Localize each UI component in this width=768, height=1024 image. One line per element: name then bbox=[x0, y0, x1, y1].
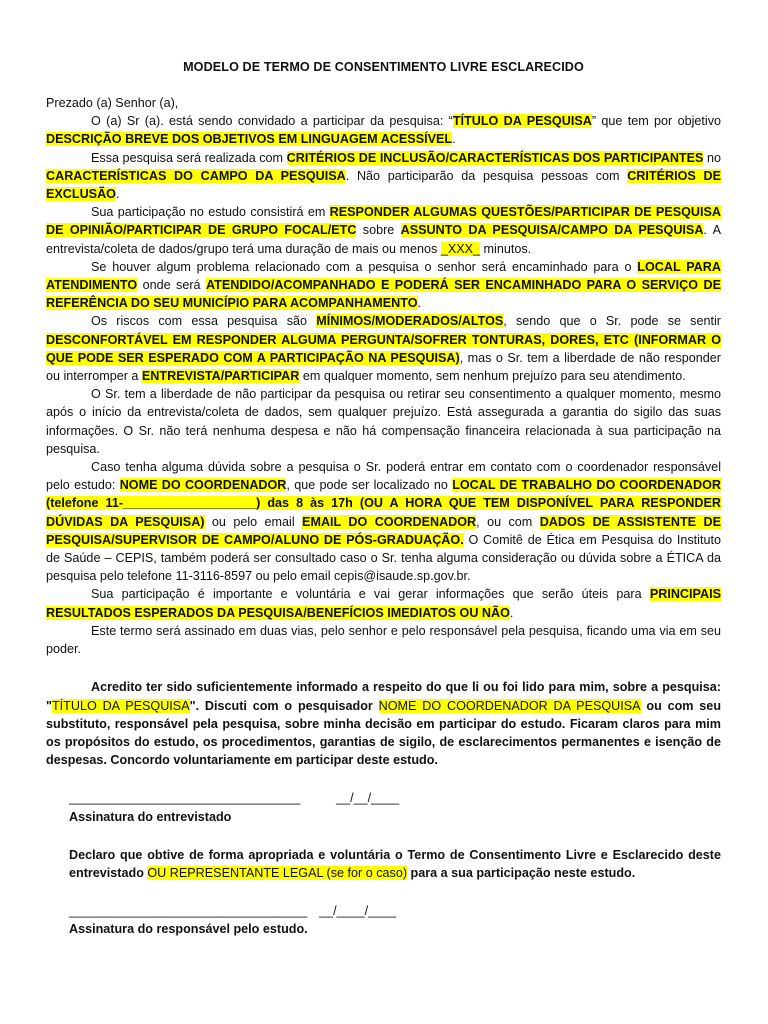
placeholder-research-title: TÍTULO DA PESQUISA bbox=[452, 114, 592, 129]
paragraph-criteria: Essa pesquisa será realizada com CRITÉRIOS DE INCLUSÃO/CARACTERÍSTICAS DOS PARTICIPANTES no CARACTERÍSTICAS DO CAMPO DA PESQUISA. Não participarão da pesquisa pessoas com CRITÉRIOS DE EXCLUSÃO. bbox=[46, 150, 721, 202]
paragraph-two-copies: Este termo será assinado em duas vias, pelo senhor e pelo responsável pela pesquisa, ficando uma via em seu poder. bbox=[46, 623, 721, 657]
interviewee-signature-line[interactable]: _________________________________ __/__/____ bbox=[69, 791, 400, 806]
placeholder-interrupt: ENTREVISTA/PARTICIPAR bbox=[141, 369, 300, 384]
placeholder-subject: ASSUNTO DA PESQUISA/CAMPO DA PESQUISA bbox=[400, 223, 704, 238]
paragraph-objective: O (a) Sr (a). está sendo convidado a participar da pesquisa: “TÍTULO DA PESQUISA” que tem por objetivo DESCRIÇÃO BREVE DOS OBJETIVOS EM LINGUAGEM ACESSÍVEL. bbox=[46, 114, 721, 147]
placeholder-activity: RESPONDER ALGUMAS QUESTÕES/PARTICIPAR DE PESQUISA DE OPINIÃO/PARTICIPAR DE GRUPO FOCAL/ETC bbox=[46, 205, 721, 238]
paragraph-importance: Sua participação é importante e voluntária e vai gerar informações que serão úteis para PRINCIPAIS RESULTADOS ESPERADOS DA PESQUISA/BENEFÍCIOS IMEDIATOS OU NÃO. bbox=[46, 587, 721, 620]
placeholder-coordinator-name-2: NOME DO COORDENADOR DA PESQUISA bbox=[378, 698, 641, 713]
researcher-date[interactable]: __/____/____ bbox=[319, 904, 397, 919]
paragraph-problems: Se houver algum problema relacionado com a pesquisa o senhor será encaminhado para o LOCAL PARA ATENDIMENTO onde será ATENDIDO/ACOMPANHADO E PODERÁ SER ENCAMINHADO PARA O SERVIÇO DE REFERÊNCIA DO SEU MUNICÍPIO PARA ACOMPANHAMENTO. bbox=[46, 259, 721, 311]
interviewee-signature-label: Assinatura do entrevistado bbox=[69, 809, 232, 824]
placeholder-risk-level: MÍNIMOS/MODERADOS/ALTOS bbox=[316, 314, 504, 329]
placeholder-legal-representative: OU REPRESENTANTE LEGAL (se for o caso) bbox=[147, 865, 408, 880]
interviewee-signature-block bbox=[46, 789, 721, 825]
placeholder-coordinator-workplace: LOCAL DE TRABALHO DO COORDENADOR (telefone 11-___________________) das 8 às 17h (OU A HORA QUE TEM DISPONÍVEL PARA RESPONDER DÚVIDAS DA PESQUISA) bbox=[46, 478, 721, 529]
placeholder-coordinator-name: NOME DO COORDENADOR bbox=[119, 478, 287, 493]
placeholder-exclusion-criteria: CRITÉRIOS DE EXCLUSÃO bbox=[46, 168, 721, 202]
placeholder-objectives: DESCRIÇÃO BREVE DOS OBJETIVOS EM LINGUAGEM ACESSÍVEL bbox=[46, 132, 453, 147]
paragraph-agreement: Acredito ter sido suficientemente informado a respeito do que li ou foi lido para mim, sobre a pesquisa: "TÍTULO DA PESQUISA". Discuti com o pesquisador NOME DO COORDENADOR DA PESQUISA ou com seu substituto, responsável pela pesquisa, sobre minha decisão em participar do estudo. Ficaram claros para mim os propósitos do estudo, os procedimentos, garantias de sigilo, de esclarecimentos permanentes e isenção de despesas. Concordo voluntariamente em participar deste estudo. bbox=[46, 680, 722, 768]
document-body bbox=[46, 94, 721, 939]
placeholder-inclusion-criteria: CRITÉRIOS DE INCLUSÃO/CARACTERÍSTICAS DOS PARTICIPANTES bbox=[286, 150, 704, 165]
placeholder-field-characteristics: CARACTERÍSTICAS DO CAMPO DA PESQUISA bbox=[46, 168, 346, 183]
placeholder-assistant: DADOS DE ASSISTENTE DE PESQUISA/SUPERVISOR DE CAMPO/ALUNO DE PÓS-GRADUAÇÃO. bbox=[46, 514, 721, 547]
paragraph-contact: Caso tenha alguma dúvida sobre a pesquisa o Sr. poderá entrar em contato com o coordenador responsável pelo estudo: NOME DO COORDENADOR, que pode ser localizado no LOCAL DE TRABALHO DO COORDENADOR (telefone 11-___________________) das 8 às 17h (OU A HORA QUE TEM DISPONÍVEL PARA RESPONDER DÚVIDAS DA PESQUISA) ou pelo email EMAIL DO COORDENADOR, ou com DADOS DE ASSISTENTE DE PESQUISA/SUPERVISOR DE CAMPO/ALUNO DE PÓS-GRADUAÇÃO. O Comitê de Ética em Pesquisa do Instituto de Saúde – CEPIS, também poderá ser consultado caso o Sr. tenha alguma consideração ou dúvida sobre a ÉTICA da pesquisa pelo telefone 11-3116-8597 ou pelo email cepis@isaude.sp.gov.br. bbox=[46, 460, 721, 584]
interviewee-date[interactable]: __/__/____ bbox=[336, 791, 400, 806]
document-title: MODELO DE TERMO DE CONSENTIMENTO LIVRE ESCLARECIDO bbox=[183, 60, 584, 74]
paragraph-participation: Sua participação no estudo consistirá em RESPONDER ALGUMAS QUESTÕES/PARTICIPAR DE PESQUISA DE OPINIÃO/PARTICIPAR DE GRUPO FOCAL/ETC sobre ASSUNTO DA PESQUISA/CAMPO DA PESQUISA. A entrevista/coleta de dados/grupo terá uma duração de mais ou menos _XXX_ minutos. bbox=[46, 205, 721, 256]
researcher-signature-block bbox=[46, 902, 721, 938]
placeholder-referral: ATENDIDO/ACOMPANHADO E PODERÁ SER ENCAMINHADO PARA O SERVIÇO DE REFERÊNCIA DO SEU MUNICÍPIO PARA ACOMPANHAMENTO bbox=[46, 278, 721, 311]
placeholder-research-title-2: TÍTULO DA PESQUISA bbox=[51, 698, 190, 713]
paragraph-declaration: Declaro que obtive de forma apropriada e voluntária o Termo de Consentimento Livre e Esclarecido deste entrevistado OU REPRESENTANTE LEGAL (se for o caso) para a sua participação neste estudo. bbox=[69, 847, 721, 880]
placeholder-discomforts: DESCONFORTÁVEL EM RESPONDER ALGUMA PERGUNTA/SOFRER TONTURAS, DORES, ETC (INFORMAR O QUE PODE SER ESPERADO COM A PARTICIPAÇÃO NA PESQUISA) bbox=[46, 332, 721, 365]
placeholder-duration: _XXX_ bbox=[440, 241, 481, 256]
paragraph-risks: Os riscos com essa pesquisa são MÍNIMOS/MODERADOS/ALTOS, sendo que o Sr. pode se sentir DESCONFORTÁVEL EM RESPONDER ALGUMA PERGUNTA/SOFRER TONTURAS, DORES, ETC (INFORMAR O QUE PODE SER ESPERADO COM A PARTICIPAÇÃO NA PESQUISA), mas o Sr. tem a liberdade de não responder ou interromper a ENTREVISTA/PARTICIPAR em qualquer momento, sem nenhum prejuízo para seu atendimento. bbox=[46, 314, 721, 384]
placeholder-coordinator-email: EMAIL DO COORDENADOR bbox=[302, 514, 477, 529]
greeting: Prezado (a) Senhor (a), bbox=[46, 96, 179, 110]
researcher-signature-label: Assinatura do responsável pelo estudo. bbox=[69, 922, 308, 937]
placeholder-expected-results: PRINCIPAIS RESULTADOS ESPERADOS DA PESQUISA/BENEFÍCIOS IMEDIATOS OU NÃO bbox=[46, 587, 721, 620]
placeholder-care-location: LOCAL PARA ATENDIMENTO bbox=[46, 259, 721, 293]
researcher-signature-line[interactable]: __________________________________ __/____/____ bbox=[69, 904, 397, 919]
paragraph-freedom: O Sr. tem a liberdade de não participar da pesquisa ou retirar seu consentimento a qualquer momento, mesmo após o início da entrevista/coleta de dados, sem qualquer prejuízo. Está assegurada a garantia do sigilo das suas informações. O Sr. não terá nenhuma despesa e não há compensação financeira relacionada à sua participação na pesquisa. bbox=[46, 387, 721, 456]
